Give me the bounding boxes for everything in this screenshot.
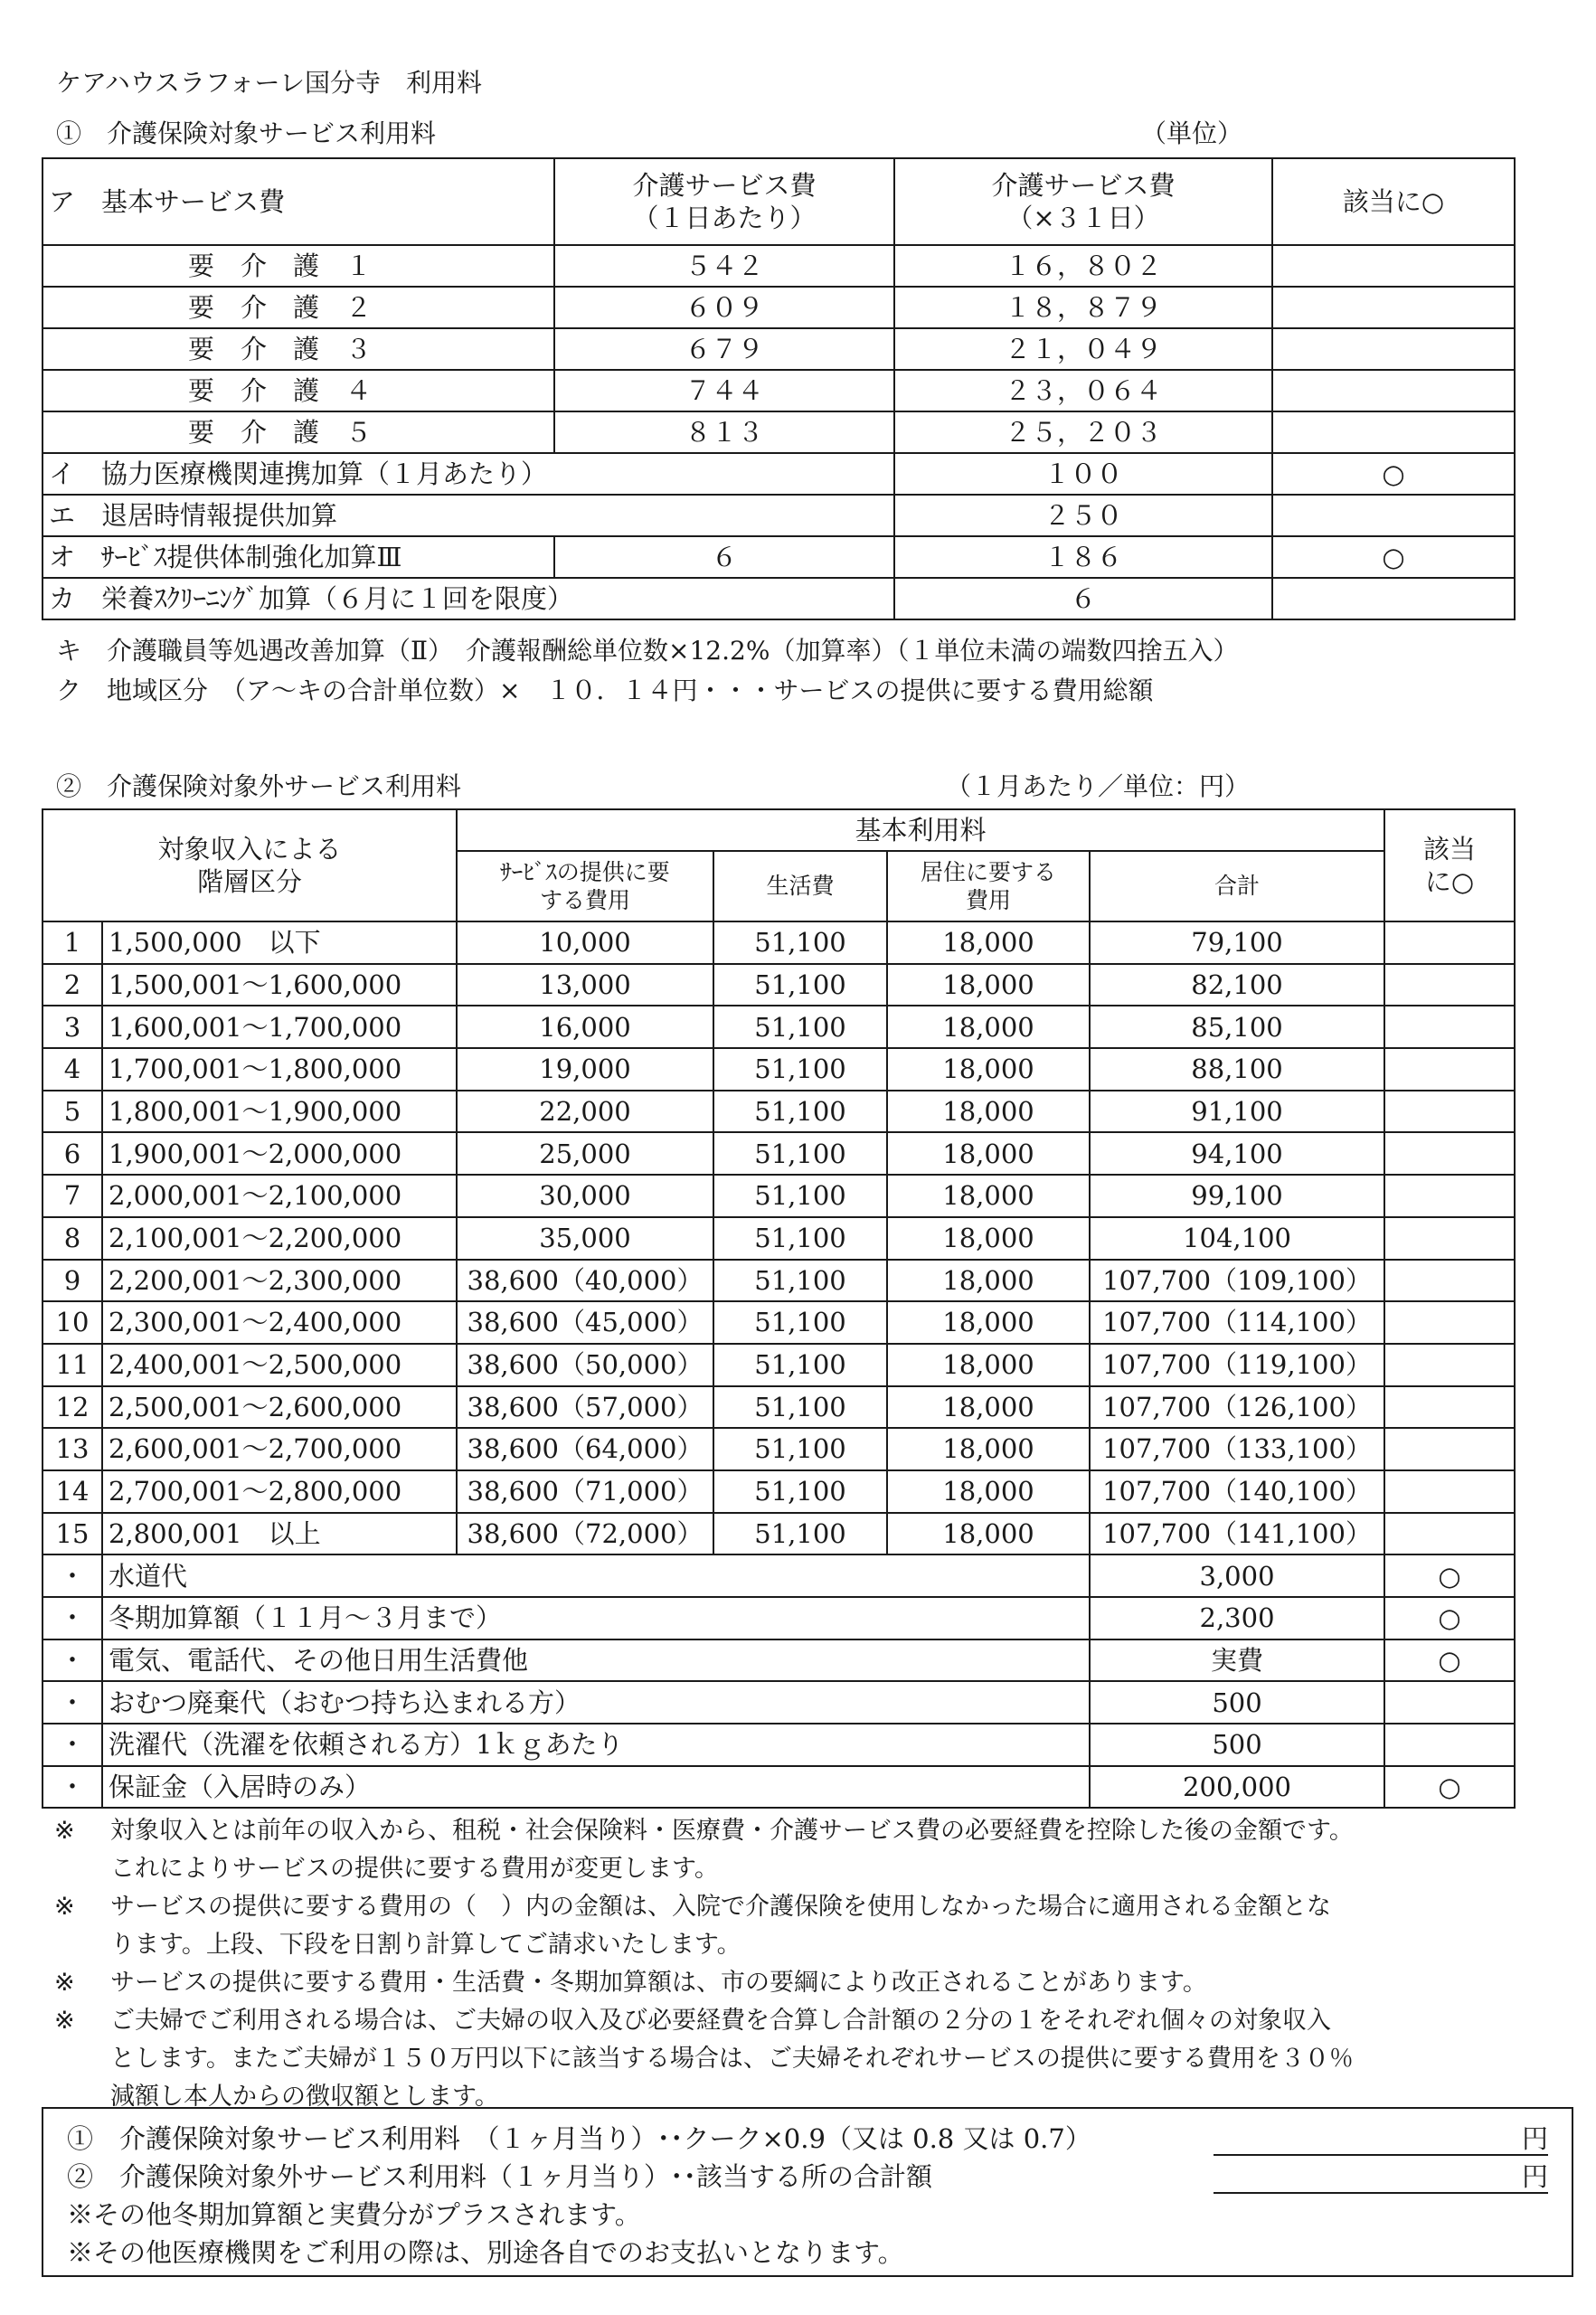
table-row [42,1006,1515,1048]
extra-label: 保証金（入居時のみ） [102,1766,1090,1809]
tier-mark [1384,1175,1515,1217]
extra-mark [1384,1681,1515,1724]
table-row [42,1554,1515,1597]
tier-range: 2,300,001～2,400,000 [102,1301,457,1344]
tier-mark [1384,1006,1515,1048]
notes [54,1812,1555,2116]
table-row: 要 介 護 ２ ６０９ １８，８７９ [42,287,1515,328]
extra-label: 冬期加算額（１１月～３月まで） [102,1597,1090,1639]
non-insurance-table [42,808,1516,1809]
tier-mark [1384,1428,1515,1470]
tier-living: 51,100 [713,921,887,964]
s1-head-mark: 該当に○ [1272,158,1515,245]
extra-value: 実費 [1090,1639,1384,1682]
tier-service: 25,000 [457,1132,713,1175]
tier-no: 6 [42,1132,102,1175]
summary-row-1: ① 介護保険対象サービス利用料 （１ヶ月当り）･･クーク×0.9（又は 0.8 又は 0.7） 円 [67,2120,1548,2158]
tier-living: 51,100 [713,1513,887,1555]
tier-total: 85,100 [1090,1006,1384,1048]
tier-mark [1384,1513,1515,1555]
note-3: ※ サービスの提供に要する費用・生活費・冬期加算額は、市の要綱により改正されることがあります。 [54,1969,1207,1997]
tier-living: 51,100 [713,1006,887,1048]
tier-residence: 18,000 [887,1301,1090,1344]
tier-mark [1384,1132,1515,1175]
tier-range: 1,700,001～1,800,000 [102,1048,457,1091]
table-row [42,1639,1515,1682]
tier-no: 3 [42,1006,102,1048]
table-row: カ 栄養ｽｸﾘｰﾆﾝｸﾞ加算（６月に１回を限度） ６ [42,578,1515,619]
summary-row-4: ※その他医療機関をご利用の際は、別途各自でのお支払いとなります。 [67,2237,904,2268]
tier-total: 107,700（133,100） [1090,1428,1384,1470]
section1-heading: ① 介護保険対象サービス利用料 [56,118,437,148]
table-row: オ ｻｰﾋﾞｽ提供体制強化加算Ⅲ ６ １８６ ○ [42,536,1515,578]
tier-service: 38,600（64,000） [457,1428,713,1470]
tier-total: 107,700（141,100） [1090,1513,1384,1555]
tier-no: 10 [42,1301,102,1344]
extra-bullet: ・ [42,1639,102,1682]
table-row: イ 協力医療機関連携加算（１月あたり） １００ ○ [42,453,1515,495]
tier-mark [1384,921,1515,964]
table-row [42,1048,1515,1091]
table-row: 要 介 護 ５ ８１３ ２５，２０３ [42,411,1515,453]
tier-living: 51,100 [713,1175,887,1217]
tier-service: 10,000 [457,921,713,964]
summary-box [42,2107,1573,2277]
s1-head-daily: 介護サービス費 （１日あたり） [554,158,894,245]
table-row [42,964,1515,1006]
tier-living: 51,100 [713,1301,887,1344]
tier-living: 51,100 [713,1091,887,1133]
tier-residence: 18,000 [887,1048,1090,1091]
tier-mark [1384,1470,1515,1513]
tier-total: 104,100 [1090,1217,1384,1260]
summary-row-3: ※その他冬期加算額と実費分がプラスされます。 [67,2199,641,2230]
tier-service: 38,600（45,000） [457,1301,713,1344]
tier-no: 11 [42,1344,102,1386]
tier-range: 1,500,001～1,600,000 [102,964,457,1006]
tier-no: 2 [42,964,102,1006]
summary-blank-1: 円 [1214,2120,1548,2156]
extra-bullet: ・ [42,1681,102,1724]
extra-value: 2,300 [1090,1597,1384,1639]
tier-range: 1,900,001～2,000,000 [102,1132,457,1175]
table-row [42,1217,1515,1260]
tier-total: 99,100 [1090,1175,1384,1217]
tier-residence: 18,000 [887,921,1090,964]
tier-service: 35,000 [457,1217,713,1260]
tier-residence: 18,000 [887,1344,1090,1386]
tier-no: 13 [42,1428,102,1470]
table-row [42,1428,1515,1470]
tier-mark [1384,964,1515,1006]
tier-total: 91,100 [1090,1091,1384,1133]
note-1: ※ 対象収入とは前年の収入から、租税・社会保険料・医療費・介護サービス費の必要経費を控除した後の金額です。 これによりサービスの提供に要する費用が変更します。 [54,1817,1354,1883]
table-row [42,1597,1515,1639]
tier-no: 12 [42,1386,102,1429]
tier-total: 88,100 [1090,1048,1384,1091]
s2-head-tier: 対象収入による 階層区分 [42,809,457,921]
extra-bullet: ・ [42,1554,102,1597]
tier-residence: 18,000 [887,1175,1090,1217]
table-row: 要 介 護 ３ ６７９ ２１，０４９ [42,328,1515,370]
tier-service: 16,000 [457,1006,713,1048]
table-row [42,1386,1515,1429]
note-4: ※ ご夫婦でご利用される場合は、ご夫婦の収入及び必要経費を合算し合計額の２分の１をそれぞれ個々の対象収入 とします。またご夫婦が１５０万円以下に該当する場合は、ご夫婦それぞれサービスの提供に要する費用を３０％ 減額し本人からの徴収額とします。 [54,2007,1354,2111]
tier-residence: 18,000 [887,1386,1090,1429]
tier-service: 38,600（71,000） [457,1470,713,1513]
tier-residence: 18,000 [887,964,1090,1006]
table-row: エ 退居時情報提供加算 ２５０ [42,495,1515,536]
tier-service: 38,600（72,000） [457,1513,713,1555]
tier-residence: 18,000 [887,1091,1090,1133]
tier-living: 51,100 [713,1048,887,1091]
extra-bullet: ・ [42,1766,102,1809]
table-row [42,1175,1515,1217]
tier-no: 7 [42,1175,102,1217]
extra-bullet: ・ [42,1597,102,1639]
tier-residence: 18,000 [887,1006,1090,1048]
tier-total: 94,100 [1090,1132,1384,1175]
s1-head-monthly: 介護サービス費 （×３１日） [894,158,1272,245]
tier-living: 51,100 [713,1217,887,1260]
extra-mark: ○ [1384,1597,1515,1639]
extra-label: おむつ廃棄代（おむつ持ち込まれる方） [102,1681,1090,1724]
table-row [42,1681,1515,1724]
tier-range: 2,600,001～2,700,000 [102,1428,457,1470]
table-row [42,1132,1515,1175]
summary-row-2: ② 介護保険対象外サービス利用料（１ヶ月当り）･･該当する所の合計額 円 [67,2158,1548,2196]
tier-mark [1384,1386,1515,1429]
tier-total: 107,700（114,100） [1090,1301,1384,1344]
extra-mark [1384,1724,1515,1766]
section2-unit: （１月あたり／単位：円） [946,771,1251,801]
s1-ku-line: ク 地域区分 （ア～キの合計単位数）× １０．１４円・・・サービスの提供に要する費用総額 [56,676,1154,705]
table-row: 要 介 護 ４ ７４４ ２３，０６４ [42,370,1515,411]
care-insurance-table [42,157,1516,620]
table-row [42,1513,1515,1555]
s2-head-service: ｻｰﾋﾞｽの提供に要 する費用 [457,851,713,921]
tier-residence: 18,000 [887,1132,1090,1175]
table-row [42,1724,1515,1766]
tier-range: 2,400,001～2,500,000 [102,1344,457,1386]
section1-unit: （単位） [1141,118,1243,148]
table-row [42,1470,1515,1513]
tier-range: 1,500,000 以下 [102,921,457,964]
tier-mark [1384,1048,1515,1091]
tier-total: 79,100 [1090,921,1384,964]
page-title: ケアハウスラフォーレ国分寺 利用料 [56,68,482,98]
extra-bullet: ・ [42,1724,102,1766]
tier-range: 2,100,001～2,200,000 [102,1217,457,1260]
tier-living: 51,100 [713,1386,887,1429]
tier-range: 2,700,001～2,800,000 [102,1470,457,1513]
tier-service: 13,000 [457,964,713,1006]
tier-living: 51,100 [713,1470,887,1513]
extra-value: 3,000 [1090,1554,1384,1597]
tier-mark [1384,1301,1515,1344]
table-row [42,1301,1515,1344]
tier-mark [1384,1260,1515,1302]
extra-label: 洗濯代（洗濯を依頼される方）1ｋｇあたり [102,1724,1090,1766]
tier-service: 38,600（40,000） [457,1260,713,1302]
note-2: ※ サービスの提供に要する費用の（ ）内の金額は、入院で介護保険を使用しなかった場合に適用される金額とな ります。上段、下段を日割り計算してご請求いたします。 [54,1893,1331,1959]
s2-head-residence: 居住に要する 費用 [887,851,1090,921]
table-row [42,1344,1515,1386]
tier-total: 107,700（140,100） [1090,1470,1384,1513]
s1-ki-line: キ 介護職員等処遇改善加算（Ⅱ） 介護報酬総単位数×12.2%（加算率）（１単位未満の端数四捨五入） [56,636,1239,666]
tier-range: 2,200,001～2,300,000 [102,1260,457,1302]
extra-label: 水道代 [102,1554,1090,1597]
tier-total: 82,100 [1090,964,1384,1006]
tier-living: 51,100 [713,1344,887,1386]
table-row [42,1260,1515,1302]
extra-mark: ○ [1384,1554,1515,1597]
tier-range: 2,000,001～2,100,000 [102,1175,457,1217]
table-row [42,921,1515,964]
s1-head-basic: ア 基本サービス費 [42,158,554,245]
tier-service: 30,000 [457,1175,713,1217]
tier-service: 38,600（50,000） [457,1344,713,1386]
s2-head-mark: 該当 に○ [1384,809,1515,921]
tier-no: 4 [42,1048,102,1091]
tier-living: 51,100 [713,1260,887,1302]
tier-no: 14 [42,1470,102,1513]
tier-range: 2,800,001 以上 [102,1513,457,1555]
tier-service: 38,600（57,000） [457,1386,713,1429]
tier-no: 9 [42,1260,102,1302]
tier-no: 15 [42,1513,102,1555]
extra-value: 500 [1090,1681,1384,1724]
table-row: 要 介 護 １ ５４２ １６，８０２ [42,245,1515,287]
tier-range: 1,600,001～1,700,000 [102,1006,457,1048]
tier-total: 107,700（126,100） [1090,1386,1384,1429]
tier-living: 51,100 [713,964,887,1006]
extra-value: 500 [1090,1724,1384,1766]
section2-heading: ② 介護保険対象外サービス利用料 [56,771,462,801]
extra-mark: ○ [1384,1639,1515,1682]
tier-living: 51,100 [713,1132,887,1175]
tier-residence: 18,000 [887,1260,1090,1302]
extra-label: 電気、電話代、その他日用生活費他 [102,1639,1090,1682]
s2-head-total: 合計 [1090,851,1384,921]
tier-total: 107,700（119,100） [1090,1344,1384,1386]
tier-service: 19,000 [457,1048,713,1091]
tier-no: 5 [42,1091,102,1133]
tier-service: 22,000 [457,1091,713,1133]
tier-mark [1384,1217,1515,1260]
extra-mark: ○ [1384,1766,1515,1809]
extra-value: 200,000 [1090,1766,1384,1809]
tier-residence: 18,000 [887,1470,1090,1513]
tier-range: 2,500,001～2,600,000 [102,1386,457,1429]
summary-blank-2: 円 [1214,2158,1548,2194]
table-row [42,1091,1515,1133]
tier-range: 1,800,001～1,900,000 [102,1091,457,1133]
tier-residence: 18,000 [887,1428,1090,1470]
tier-residence: 18,000 [887,1217,1090,1260]
tier-residence: 18,000 [887,1513,1090,1555]
s2-head-living: 生活費 [713,851,887,921]
s2-head-basic: 基本利用料 [457,809,1384,851]
tier-mark [1384,1344,1515,1386]
tier-mark [1384,1091,1515,1133]
tier-no: 8 [42,1217,102,1260]
tier-no: 1 [42,921,102,964]
table-row [42,1766,1515,1809]
tier-living: 51,100 [713,1428,887,1470]
tier-total: 107,700（109,100） [1090,1260,1384,1302]
